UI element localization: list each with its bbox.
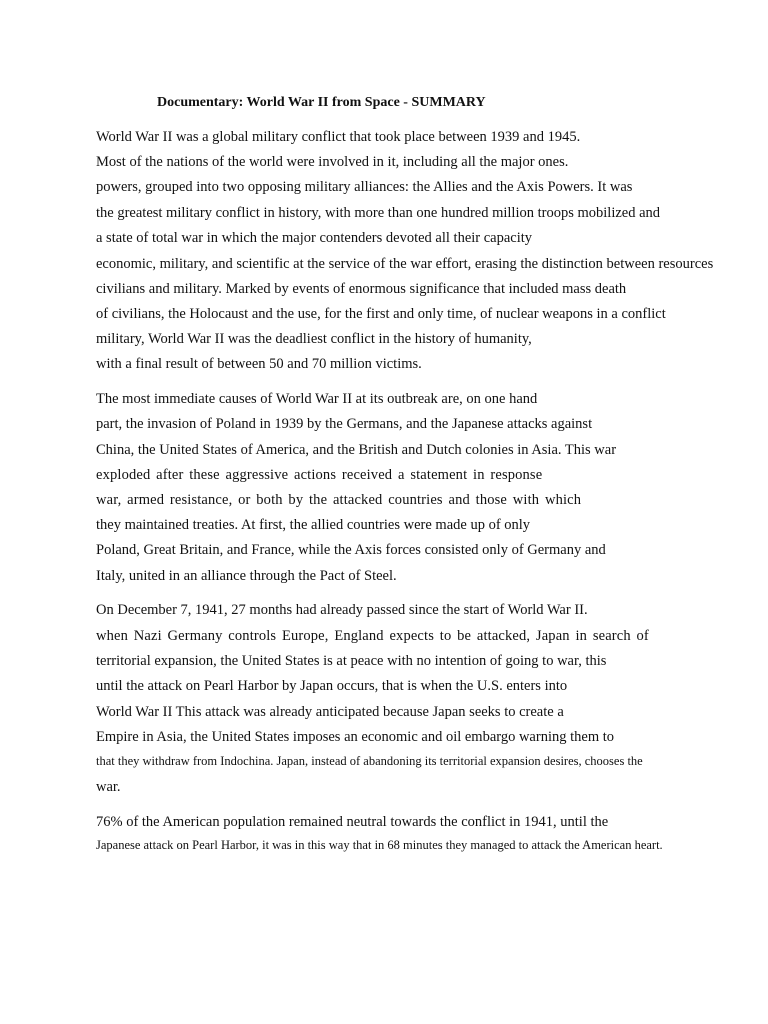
paragraph-2-line: they maintained treaties. At first, the allied countries were made up of only	[96, 517, 531, 533]
paragraph-1-line: powers, grouped into two opposing military alliances: the Allies and the Axis Powers. It was	[96, 179, 633, 195]
paragraph-1-line: a state of total war in which the major contenders devoted all their capacity	[96, 230, 533, 246]
paragraph-2-line: The most immediate causes of World War II at its outbreak are, on one hand	[96, 391, 538, 407]
paragraph-2-line: war, armed resistance, or both by the attacked countries and those with which	[96, 492, 582, 508]
paragraph-3-line: World War II This attack was already anticipated because Japan seeks to create a	[96, 704, 564, 720]
paragraph-1-line: of civilians, the Holocaust and the use, for the first and only time, of nuclear weapons in a conflict	[96, 306, 666, 322]
paragraph-3-line: Empire in Asia, the United States imposes an economic and oil embargo warning them to	[96, 729, 614, 745]
paragraph-3-line: On December 7, 1941, 27 months had already passed since the start of World War II.	[96, 602, 588, 618]
paragraph-3-line: until the attack on Pearl Harbor by Japan occurs, that is when the U.S. enters into	[96, 678, 568, 694]
paragraph-3-line: war.	[96, 779, 121, 795]
paragraph-1-line: World War II was a global military conflict that took place between 1939 and 1945.	[96, 129, 581, 145]
paragraph-3-line: territorial expansion, the United States is at peace with no intention of going to war, this	[96, 653, 607, 669]
paragraph-1-line: economic, military, and scientific at the service of the war effort, erasing the distinction between resources	[96, 256, 714, 272]
paragraph-1-line: military, World War II was the deadliest conflict in the history of humanity,	[96, 331, 532, 347]
paragraph-3-line: that they withdraw from Indochina. Japan, instead of abandoning its territorial expansion desires, chooses the	[96, 754, 643, 768]
paragraph-1-line: the greatest military conflict in history, with more than one hundred million troops mobilized and	[96, 205, 661, 221]
paragraph-4-line: Japanese attack on Pearl Harbor, it was in this way that in 68 minutes they managed to attack the American heart.	[96, 838, 663, 852]
document-title: Documentary: World War II from Space - SUMMARY	[157, 95, 486, 110]
paragraph-4-line: 76% of the American population remained neutral towards the conflict in 1941, until the	[96, 814, 609, 830]
paragraph-2-line: part, the invasion of Poland in 1939 by the Germans, and the Japanese attacks against	[96, 416, 593, 432]
paragraph-2-line: exploded after these aggressive actions received a statement in response	[96, 467, 543, 483]
paragraph-2-line: Italy, united in an alliance through the Pact of Steel.	[96, 568, 397, 584]
paragraph-3-line: when Nazi Germany controls Europe, England expects to be attacked, Japan in search of	[96, 628, 649, 644]
paragraph-1-line: Most of the nations of the world were involved in it, including all the major ones.	[96, 154, 569, 170]
paragraph-2-line: Poland, Great Britain, and France, while the Axis forces consisted only of Germany and	[96, 542, 606, 558]
paragraph-1-line: with a final result of between 50 and 70 million victims.	[96, 356, 422, 372]
paragraph-2-line: China, the United States of America, and the British and Dutch colonies in Asia. This war	[96, 442, 617, 458]
paragraph-1-line: civilians and military. Marked by events of enormous significance that included mass death	[96, 281, 627, 297]
